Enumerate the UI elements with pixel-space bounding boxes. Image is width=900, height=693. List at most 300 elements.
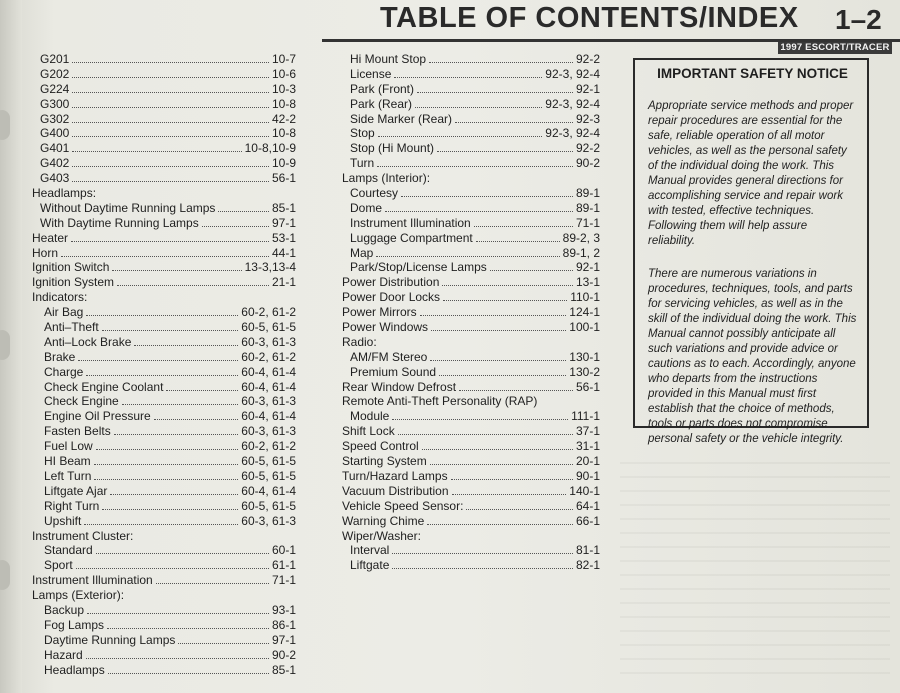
entry-label: Anti–Lock Brake — [44, 334, 132, 349]
entry-label: Left Turn — [44, 468, 92, 483]
index-entry — [342, 67, 600, 82]
dot-leader — [474, 217, 573, 227]
entry-page-ref: 90-2 — [575, 156, 600, 171]
dot-leader — [459, 381, 573, 391]
index-entry — [32, 335, 296, 350]
index-entry — [342, 439, 600, 454]
entry-label: Fog Lamps — [44, 617, 105, 632]
index-entry — [342, 514, 600, 529]
index-entry — [32, 439, 296, 454]
index-entry — [342, 499, 600, 514]
index-entry — [342, 186, 600, 201]
entry-label: Instrument Illumination — [350, 215, 471, 230]
entry-label: Liftgate Ajar — [44, 483, 108, 498]
entry-page-ref: 53-1 — [271, 230, 296, 245]
index-entry — [32, 573, 296, 588]
dot-leader — [72, 98, 269, 108]
index-entry — [32, 156, 296, 171]
entry-page-ref: 20-1 — [575, 454, 600, 469]
index-entry — [342, 484, 600, 499]
dot-leader — [430, 351, 566, 361]
entry-page-ref: 92-3, 92-4 — [545, 66, 600, 81]
index-heading — [342, 529, 600, 544]
index-entry — [32, 424, 296, 439]
entry-label: Headlamps: — [32, 186, 97, 201]
index-entry — [32, 112, 296, 127]
entry-page-ref: 92-3, 92-4 — [545, 96, 600, 111]
index-entry — [32, 603, 296, 618]
dot-leader — [398, 425, 573, 435]
index-heading — [342, 335, 600, 350]
index-entry — [32, 648, 296, 663]
dot-leader — [94, 455, 239, 465]
index-heading — [32, 290, 296, 305]
index-entry — [342, 454, 600, 469]
entry-label: Park/Stop/License Lamps — [350, 260, 487, 275]
index-entry — [342, 246, 600, 261]
entry-page-ref: 10-8 — [271, 126, 296, 141]
entry-page-ref: 60-4, 61-4 — [241, 409, 296, 424]
entry-label: Horn — [32, 245, 59, 260]
entry-label: Map — [350, 245, 374, 260]
index-entry — [32, 246, 296, 261]
index-entry — [32, 484, 296, 499]
index-entry — [32, 409, 296, 424]
index-entry — [342, 365, 600, 380]
dot-leader — [452, 485, 567, 495]
dot-leader — [377, 157, 573, 167]
entry-label: Module — [350, 409, 390, 424]
entry-page-ref: 60-3, 61-3 — [241, 424, 296, 439]
entry-page-ref: 92-2 — [575, 141, 600, 156]
entry-page-ref: 89-1, 2 — [562, 245, 600, 260]
dot-leader — [86, 366, 238, 376]
entry-label: Charge — [44, 364, 84, 379]
index-entry — [32, 52, 296, 67]
entry-label: G400 — [40, 126, 70, 141]
index-entry — [32, 126, 296, 141]
index-entry — [32, 305, 296, 320]
entry-label: Anti–Theft — [44, 320, 99, 335]
entry-label: Remote Anti-Theft Personality (RAP) — [342, 394, 538, 409]
entry-label: License — [350, 66, 392, 81]
entry-label: Power Door Locks — [342, 290, 441, 305]
entry-page-ref: 10-8,10-9 — [244, 141, 296, 156]
entry-label: Luggage Compartment — [350, 230, 473, 245]
index-entry — [342, 305, 600, 320]
dot-leader — [451, 470, 573, 480]
entry-page-ref: 10-8 — [271, 96, 296, 111]
dot-leader — [114, 425, 239, 435]
dot-leader — [439, 366, 566, 376]
index-entry — [32, 201, 296, 216]
entry-page-ref: 111-1 — [571, 409, 600, 424]
dot-leader — [72, 142, 241, 152]
entry-label: Turn/Hazard Lamps — [342, 468, 448, 483]
index-entry — [342, 424, 600, 439]
dot-leader — [218, 202, 269, 212]
entry-label: Stop (Hi Mount) — [350, 141, 435, 156]
entry-label: G201 — [40, 52, 70, 66]
entry-label: Brake — [44, 349, 76, 364]
safety-notice-paragraph: There are numerous variations in procedures, techniques, tools, and parts for servicing vehicles, as well as in the skill of the individual doing the work. This Manual cannot possibly anticipate all such variations and provide advice or cautions as to each. Accordingly, anyone who departs from the instructions provided in this Manual must first establish that the choice of methods, tools or parts does not compromise personal safety or the vehicle integrity. — [648, 268, 857, 445]
entry-label: HI Beam — [44, 454, 91, 469]
binder-edge — [0, 0, 22, 693]
entry-label: Fasten Belts — [44, 424, 111, 439]
entry-label: G302 — [40, 111, 70, 126]
dot-leader — [166, 381, 238, 391]
entry-page-ref: 97-1 — [271, 632, 296, 647]
index-entry — [342, 126, 600, 141]
entry-page-ref: 56-1 — [271, 171, 296, 186]
index-entry — [342, 350, 600, 365]
entry-label: Engine Oil Pressure — [44, 409, 151, 424]
dot-leader — [76, 559, 269, 569]
entry-label: Upshift — [44, 513, 82, 528]
index-entry — [32, 514, 296, 529]
entry-page-ref: 92-1 — [575, 260, 600, 275]
index-entry — [32, 320, 296, 335]
index-entry — [32, 171, 296, 186]
entry-page-ref: 85-1 — [271, 662, 296, 677]
index-heading — [32, 588, 296, 603]
index-entry — [342, 558, 600, 573]
bleed-through-texture — [620, 450, 890, 680]
entry-page-ref: 85-1 — [271, 200, 296, 215]
dot-leader — [102, 500, 238, 510]
dot-leader — [378, 127, 543, 137]
dot-leader — [96, 544, 269, 554]
dot-leader — [420, 306, 567, 316]
index-entry — [32, 469, 296, 484]
index-entry — [342, 543, 600, 558]
entry-page-ref: 13-1 — [575, 275, 600, 290]
index-entry — [342, 275, 600, 290]
entry-page-ref: 44-1 — [271, 245, 296, 260]
dot-leader — [431, 321, 566, 331]
dot-leader — [71, 232, 269, 242]
dot-leader — [112, 261, 241, 271]
entry-label: Fuel Low — [44, 439, 93, 454]
entry-page-ref: 92-3, 92-4 — [545, 126, 600, 141]
dot-leader — [72, 53, 269, 63]
safety-notice-box — [633, 58, 869, 445]
entry-label: Vehicle Speed Sensor: — [342, 498, 464, 513]
entry-page-ref: 66-1 — [575, 513, 600, 528]
entry-page-ref: 82-1 — [575, 558, 600, 573]
entry-label: Liftgate — [350, 558, 390, 573]
index-heading — [32, 186, 296, 201]
entry-page-ref: 71-1 — [575, 215, 600, 230]
binder-hole — [0, 560, 10, 590]
binder-hole — [0, 330, 10, 360]
entry-label: Power Mirrors — [342, 305, 417, 320]
entry-page-ref: 60-4, 61-4 — [241, 379, 296, 394]
dot-leader — [490, 261, 573, 271]
index-column-2 — [342, 52, 600, 573]
dot-leader — [84, 515, 238, 525]
entry-label: G403 — [40, 171, 70, 186]
dot-leader — [107, 619, 269, 629]
index-entry — [342, 260, 600, 275]
index-entry — [342, 112, 600, 127]
dot-leader — [392, 410, 568, 420]
entry-page-ref: 64-1 — [575, 498, 600, 513]
index-entry — [32, 260, 296, 275]
entry-page-ref: 140-1 — [569, 483, 600, 498]
entry-page-ref: 60-5, 61-5 — [241, 498, 296, 513]
entry-page-ref: 60-3, 61-3 — [241, 334, 296, 349]
dot-leader — [415, 98, 542, 108]
dot-leader — [442, 276, 573, 286]
dot-leader — [72, 68, 269, 78]
entry-label: Sport — [44, 558, 73, 573]
dot-leader — [430, 455, 573, 465]
entry-page-ref: 130-1 — [569, 349, 600, 364]
dot-leader — [178, 634, 269, 644]
entry-label: Speed Control — [342, 439, 419, 454]
dot-leader — [87, 604, 269, 614]
safety-notice-paragraph: Appropriate service methods and proper repair procedures are essential for the safe, reliable operation of all motor vehicles, as well as the personal safety of the individual doing the work. This Manual provides general directions for accomplishing service and repair work with tested, effective techniques. Following them will help assure reliability. — [648, 100, 854, 247]
entry-page-ref: 10-7 — [271, 52, 296, 66]
dot-leader — [466, 500, 573, 510]
entry-label: Headlamps — [44, 662, 105, 677]
entry-label: Rear Window Defrost — [342, 379, 457, 394]
dot-leader — [72, 127, 269, 137]
page-title: TABLE OF CONTENTS/INDEX — [380, 2, 799, 34]
entry-label: Turn — [350, 156, 375, 171]
entry-page-ref: 92-2 — [575, 52, 600, 66]
dot-leader — [134, 336, 238, 346]
entry-page-ref: 92-3 — [575, 111, 600, 126]
entry-page-ref: 93-1 — [271, 602, 296, 617]
index-entry — [32, 380, 296, 395]
index-entry — [342, 201, 600, 216]
index-entry — [32, 633, 296, 648]
index-heading — [342, 171, 600, 186]
entry-page-ref: 60-1 — [271, 543, 296, 558]
dot-leader — [437, 142, 573, 152]
entry-page-ref: 130-2 — [569, 364, 600, 379]
entry-page-ref: 86-1 — [271, 617, 296, 632]
entry-label: Power Windows — [342, 320, 429, 335]
dot-leader — [156, 574, 269, 584]
entry-page-ref: 60-2, 61-2 — [241, 349, 296, 364]
entry-label: Warning Chime — [342, 513, 425, 528]
entry-label: Side Marker (Rear) — [350, 111, 453, 126]
index-entry — [32, 216, 296, 231]
dot-leader — [110, 485, 238, 495]
dot-leader — [154, 410, 239, 420]
entry-page-ref: 90-2 — [271, 647, 296, 662]
dot-leader — [385, 202, 573, 212]
entry-label: G401 — [40, 141, 70, 156]
dot-leader — [96, 440, 239, 450]
entry-page-ref: 124-1 — [569, 305, 600, 320]
entry-label: Ignition Switch — [32, 260, 110, 275]
entry-label: Instrument Illumination — [32, 573, 153, 588]
entry-label: Lamps (Exterior): — [32, 588, 125, 603]
dot-leader — [392, 559, 573, 569]
entry-label: Check Engine — [44, 394, 119, 409]
entry-label: Park (Rear) — [350, 96, 413, 111]
entry-page-ref: 100-1 — [569, 320, 600, 335]
entry-page-ref: 81-1 — [575, 543, 600, 558]
entry-page-ref: 60-3, 61-3 — [241, 513, 296, 528]
dot-leader — [429, 53, 573, 63]
entry-page-ref: 97-1 — [271, 215, 296, 230]
index-entry — [342, 156, 600, 171]
entry-page-ref: 10-6 — [271, 66, 296, 81]
entry-label: Dome — [350, 200, 383, 215]
index-entry — [32, 350, 296, 365]
entry-label: Interval — [350, 543, 390, 558]
entry-label: Lamps (Interior): — [342, 171, 431, 186]
index-entry — [32, 618, 296, 633]
entry-page-ref: 89-2, 3 — [562, 230, 600, 245]
entry-page-ref: 56-1 — [575, 379, 600, 394]
index-entry — [32, 394, 296, 409]
index-entry — [342, 82, 600, 97]
entry-page-ref: 92-1 — [575, 81, 600, 96]
index-entry — [342, 97, 600, 112]
dot-leader — [86, 306, 238, 316]
entry-page-ref: 13-3,13-4 — [244, 260, 296, 275]
entry-page-ref: 42-2 — [271, 111, 296, 126]
entry-page-ref: 60-2, 61-2 — [241, 305, 296, 320]
index-entry — [32, 97, 296, 112]
entry-label: Hazard — [44, 647, 83, 662]
entry-page-ref: 60-5, 61-5 — [241, 454, 296, 469]
index-heading — [32, 529, 296, 544]
entry-label: G402 — [40, 156, 70, 171]
entry-label: Standard — [44, 543, 93, 558]
dot-leader — [117, 276, 269, 286]
entry-label: G224 — [40, 81, 70, 96]
index-column-1 — [32, 52, 296, 677]
entry-label: Stop — [350, 126, 375, 141]
entry-label: Daytime Running Lamps — [44, 632, 176, 647]
entry-label: Check Engine Coolant — [44, 379, 164, 394]
index-entry — [32, 275, 296, 290]
index-entry — [32, 499, 296, 514]
index-entry — [32, 663, 296, 678]
dot-leader — [78, 351, 238, 361]
entry-page-ref: 60-4, 61-4 — [241, 483, 296, 498]
index-entry — [342, 380, 600, 395]
dot-leader — [72, 83, 269, 93]
entry-label: AM/FM Stereo — [350, 349, 428, 364]
entry-label: Right Turn — [44, 498, 100, 513]
entry-page-ref: 31-1 — [575, 439, 600, 454]
dot-leader — [455, 113, 573, 123]
entry-label: G300 — [40, 96, 70, 111]
entry-page-ref: 10-9 — [271, 156, 296, 171]
dot-leader — [61, 247, 269, 257]
dot-leader — [72, 172, 269, 182]
entry-label: Air Bag — [44, 305, 84, 320]
dot-leader — [108, 664, 269, 674]
entry-label: Vacuum Distribution — [342, 483, 449, 498]
entry-label: Wiper/Washer: — [342, 528, 421, 543]
index-entry — [32, 67, 296, 82]
page-number: 1–2 — [835, 4, 882, 35]
dot-leader — [202, 217, 269, 227]
model-tab: 1997 ESCORT/TRACER — [778, 42, 892, 54]
binder-hole — [0, 110, 10, 140]
dot-leader — [401, 187, 573, 197]
entry-page-ref: 21-1 — [271, 275, 296, 290]
dot-leader — [376, 247, 559, 257]
entry-page-ref: 89-1 — [575, 200, 600, 215]
dot-leader — [394, 68, 542, 78]
entry-label: Starting System — [342, 454, 427, 469]
entry-label: Hi Mount Stop — [350, 52, 427, 66]
index-entry — [32, 82, 296, 97]
entry-label: Backup — [44, 602, 85, 617]
index-entry — [342, 409, 600, 424]
dot-leader — [122, 395, 239, 405]
dot-leader — [94, 470, 238, 480]
index-entry — [342, 290, 600, 305]
dot-leader — [417, 83, 573, 93]
entry-label: Indicators: — [32, 290, 88, 305]
dot-leader — [392, 544, 573, 554]
index-entry — [32, 365, 296, 380]
dot-leader — [443, 291, 567, 301]
entry-page-ref: 10-3 — [271, 81, 296, 96]
index-entry — [342, 469, 600, 484]
index-entry — [32, 454, 296, 469]
entry-label: Premium Sound — [350, 364, 437, 379]
index-entry — [32, 231, 296, 246]
entry-label: With Daytime Running Lamps — [40, 215, 199, 230]
entry-label: Park (Front) — [350, 81, 415, 96]
entry-page-ref: 60-3, 61-3 — [241, 394, 296, 409]
entry-label: G202 — [40, 66, 70, 81]
entry-page-ref: 61-1 — [271, 558, 296, 573]
entry-page-ref: 71-1 — [271, 573, 296, 588]
entry-page-ref: 60-2, 61-2 — [241, 439, 296, 454]
entry-page-ref: 90-1 — [575, 468, 600, 483]
index-entry — [342, 52, 600, 67]
dot-leader — [427, 515, 573, 525]
dot-leader — [72, 157, 269, 167]
entry-page-ref: 60-5, 61-5 — [241, 468, 296, 483]
dot-leader — [102, 321, 239, 331]
entry-label: Heater — [32, 230, 69, 245]
safety-notice-title: IMPORTANT SAFETY NOTICE — [657, 66, 848, 81]
index-entry — [32, 141, 296, 156]
index-entry — [342, 231, 600, 246]
dot-leader — [422, 440, 573, 450]
entry-page-ref: 89-1 — [575, 186, 600, 201]
index-heading — [342, 394, 600, 409]
index-entry — [342, 216, 600, 231]
entry-page-ref: 37-1 — [575, 424, 600, 439]
entry-label: Ignition System — [32, 275, 115, 290]
entry-label: Radio: — [342, 334, 377, 349]
entry-page-ref: 60-4, 61-4 — [241, 364, 296, 379]
index-entry — [32, 543, 296, 558]
dot-leader — [476, 232, 560, 242]
entry-label: Shift Lock — [342, 424, 395, 439]
index-entry — [342, 320, 600, 335]
dot-leader — [72, 113, 269, 123]
entry-label: Power Distribution — [342, 275, 440, 290]
entry-label: Courtesy — [350, 186, 399, 201]
index-entry — [342, 141, 600, 156]
